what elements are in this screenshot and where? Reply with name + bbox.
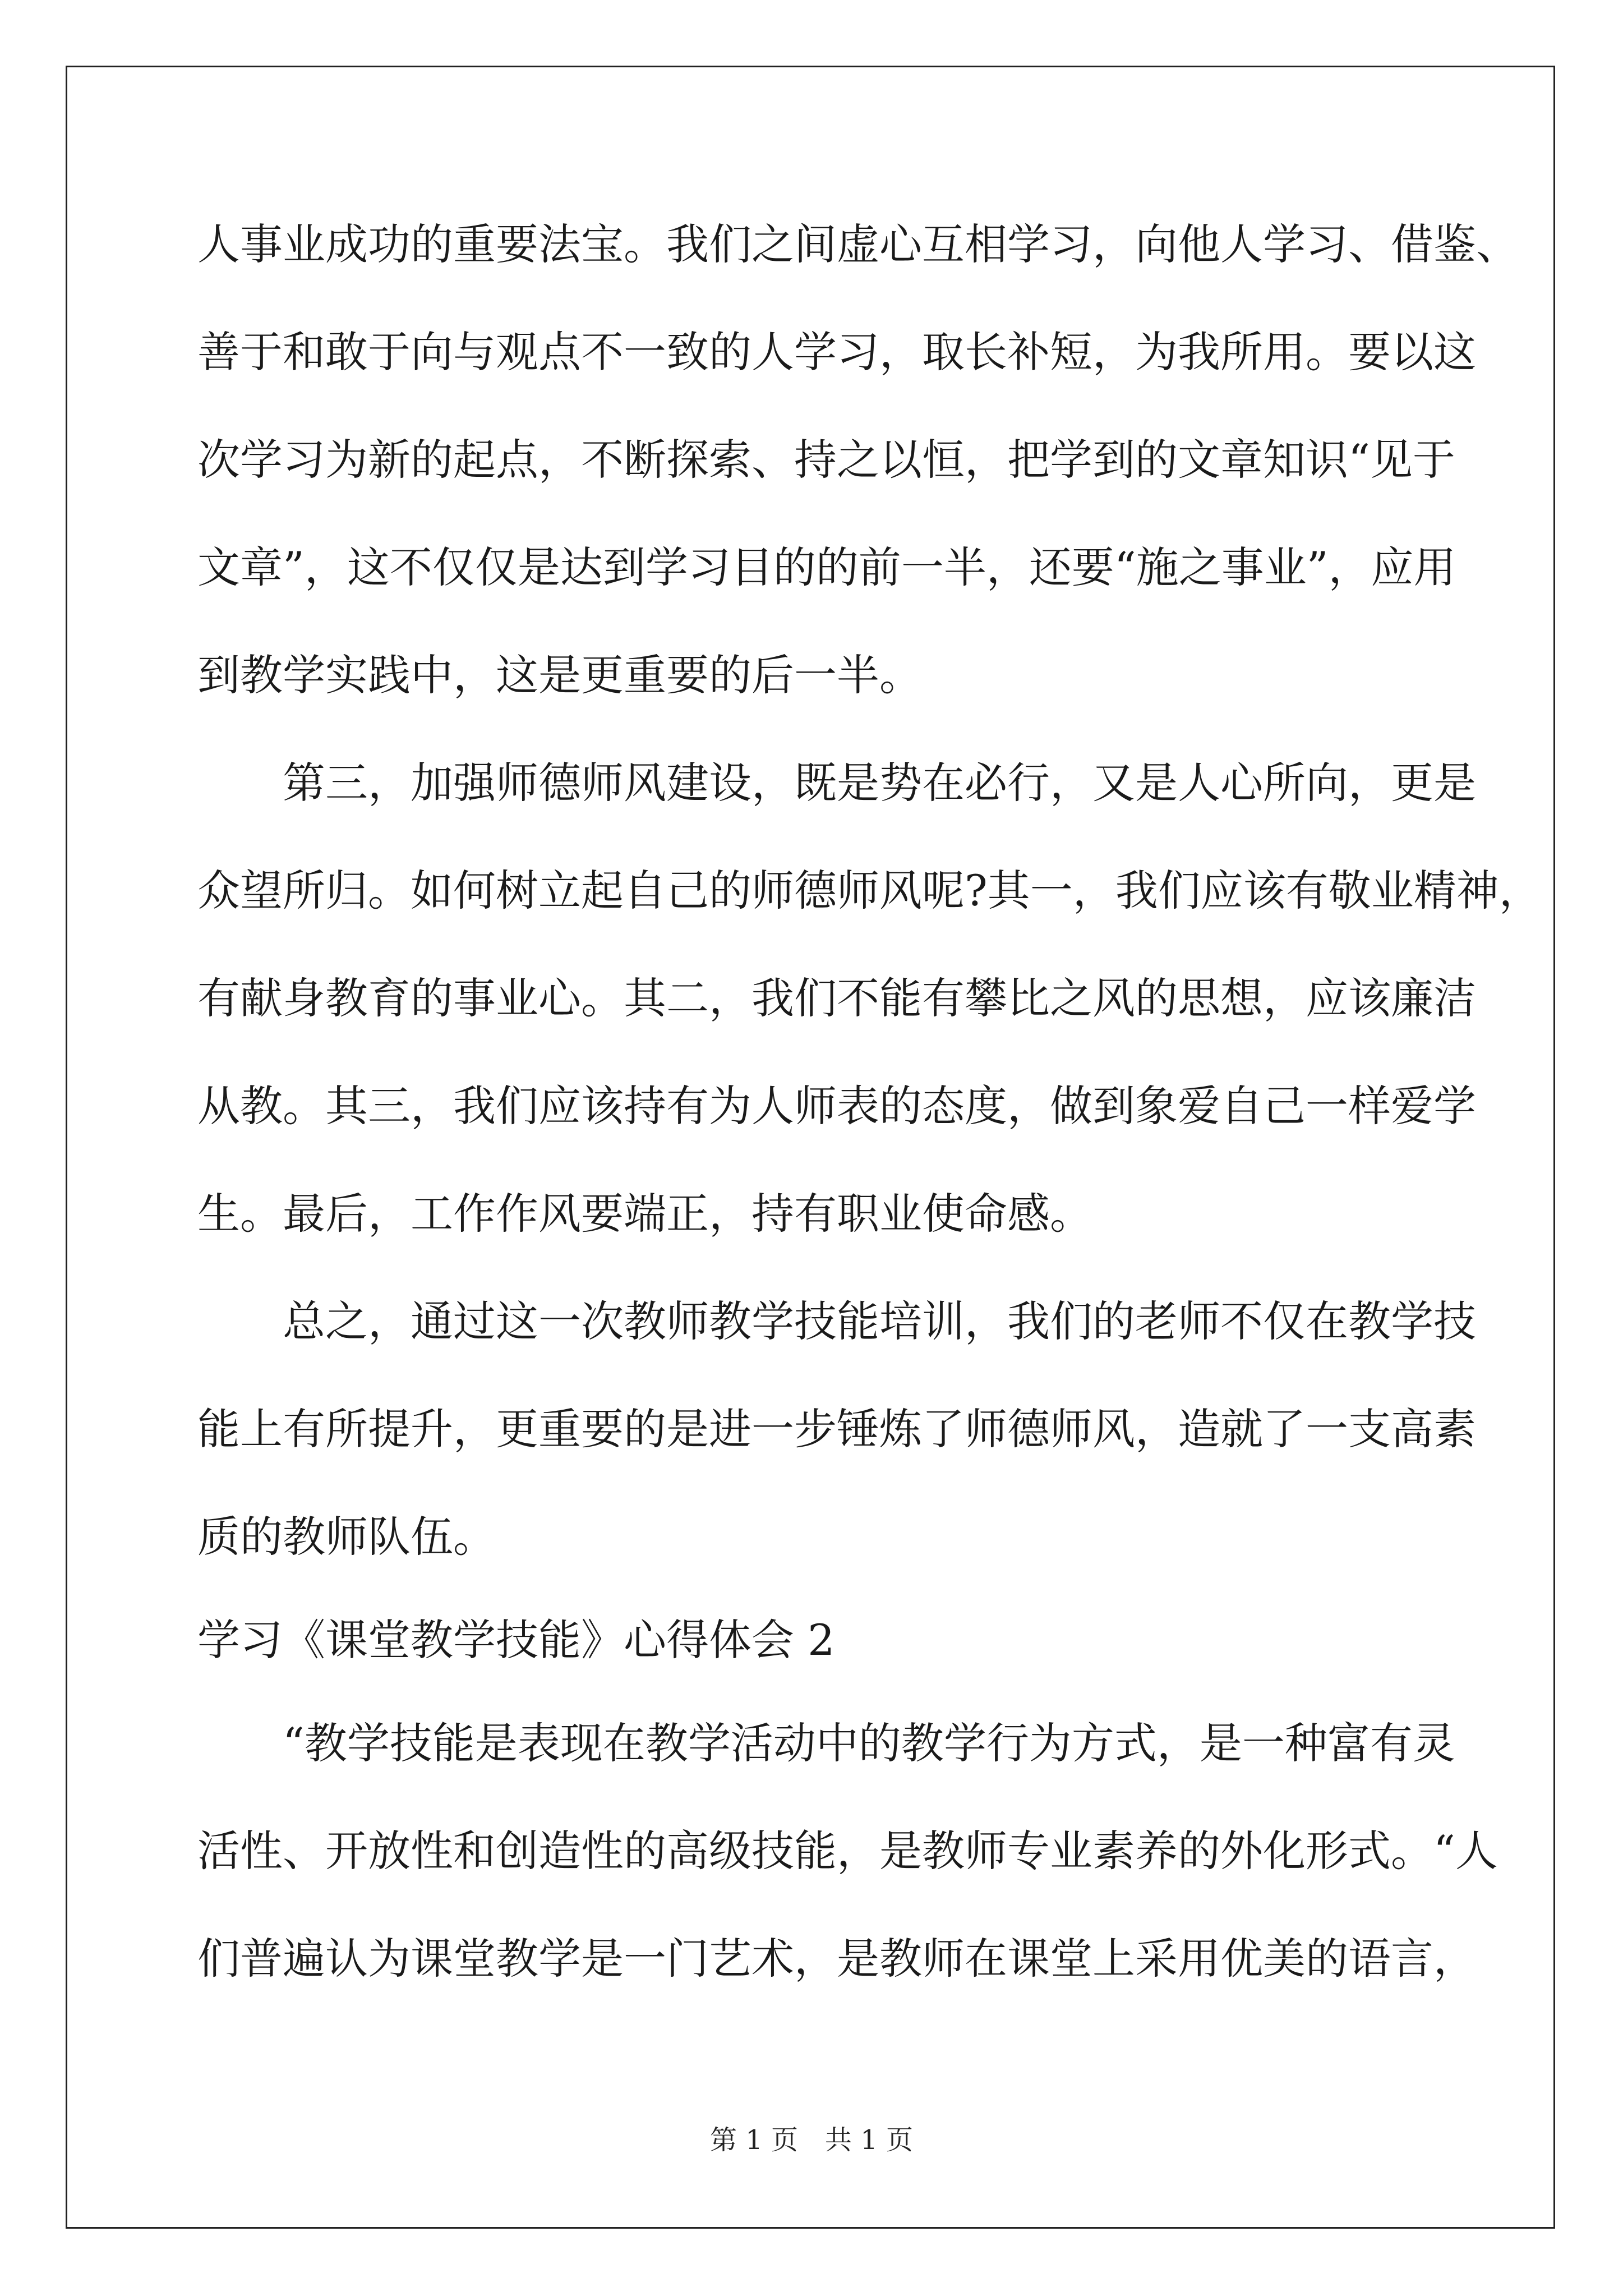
body-line: 们普遍认为课堂教学是一门艺术，是教师在课堂上采用优美的语言， — [197, 1934, 1476, 1984]
body-line: 人事业成功的重要法宝。我们之间虚心互相学习，向他人学习、借鉴、 — [197, 219, 1519, 269]
paragraph-start-line: “教学技能是表现在教学活动中的教学行为方式，是一种富有灵 — [283, 1718, 1455, 1768]
page-footer — [0, 2123, 1623, 2157]
body-line: 能上有所提升，更重要的是进一步锤炼了师德师风，造就了一支高素 — [197, 1404, 1476, 1454]
body-line: 众望所归。如何树立起自己的师德师风呢?其一，我们应该有敬业精神， — [197, 866, 1542, 915]
body-line: 次学习为新的起点，不断探索、持之以恒，把学到的文章知识“见于 — [197, 435, 1455, 485]
body-line: 活性、开放性和创造性的高级技能，是教师专业素养的外化形式。“人 — [197, 1826, 1498, 1876]
body-line: 从教。其三，我们应该持有为人师表的态度，做到象爱自己一样爱学 — [197, 1081, 1476, 1131]
page-total: 共 1 页 — [825, 2124, 914, 2156]
paragraph-start-line: 总之，通过这一次教师教学技能培训，我们的老师不仅在教学技 — [283, 1296, 1476, 1346]
body-line: 文章”，这不仅仅是达到学习目的的前一半，还要“施之事业”，应用 — [197, 542, 1456, 592]
body-line: 质的教师队伍。 — [197, 1512, 496, 1562]
body-line: 到教学实践中，这是更重要的后一半。 — [197, 650, 922, 700]
body-line: 有献身教育的事业心。其二，我们不能有攀比之风的思想，应该廉洁 — [197, 973, 1476, 1023]
section-heading: 学习《课堂教学技能》心得体会 2 — [197, 1615, 835, 1665]
body-line: 生。最后，工作作风要端正，持有职业使命感。 — [197, 1189, 1092, 1239]
page-number: 第 1 页 — [709, 2124, 798, 2156]
paragraph-start-line: 第三，加强师德师风建设，既是势在必行，又是人心所向，更是 — [283, 758, 1476, 808]
document-body — [197, 191, 1542, 2013]
body-line: 善于和敢于向与观点不一致的人学习，取长补短，为我所用。要以这 — [197, 327, 1476, 377]
